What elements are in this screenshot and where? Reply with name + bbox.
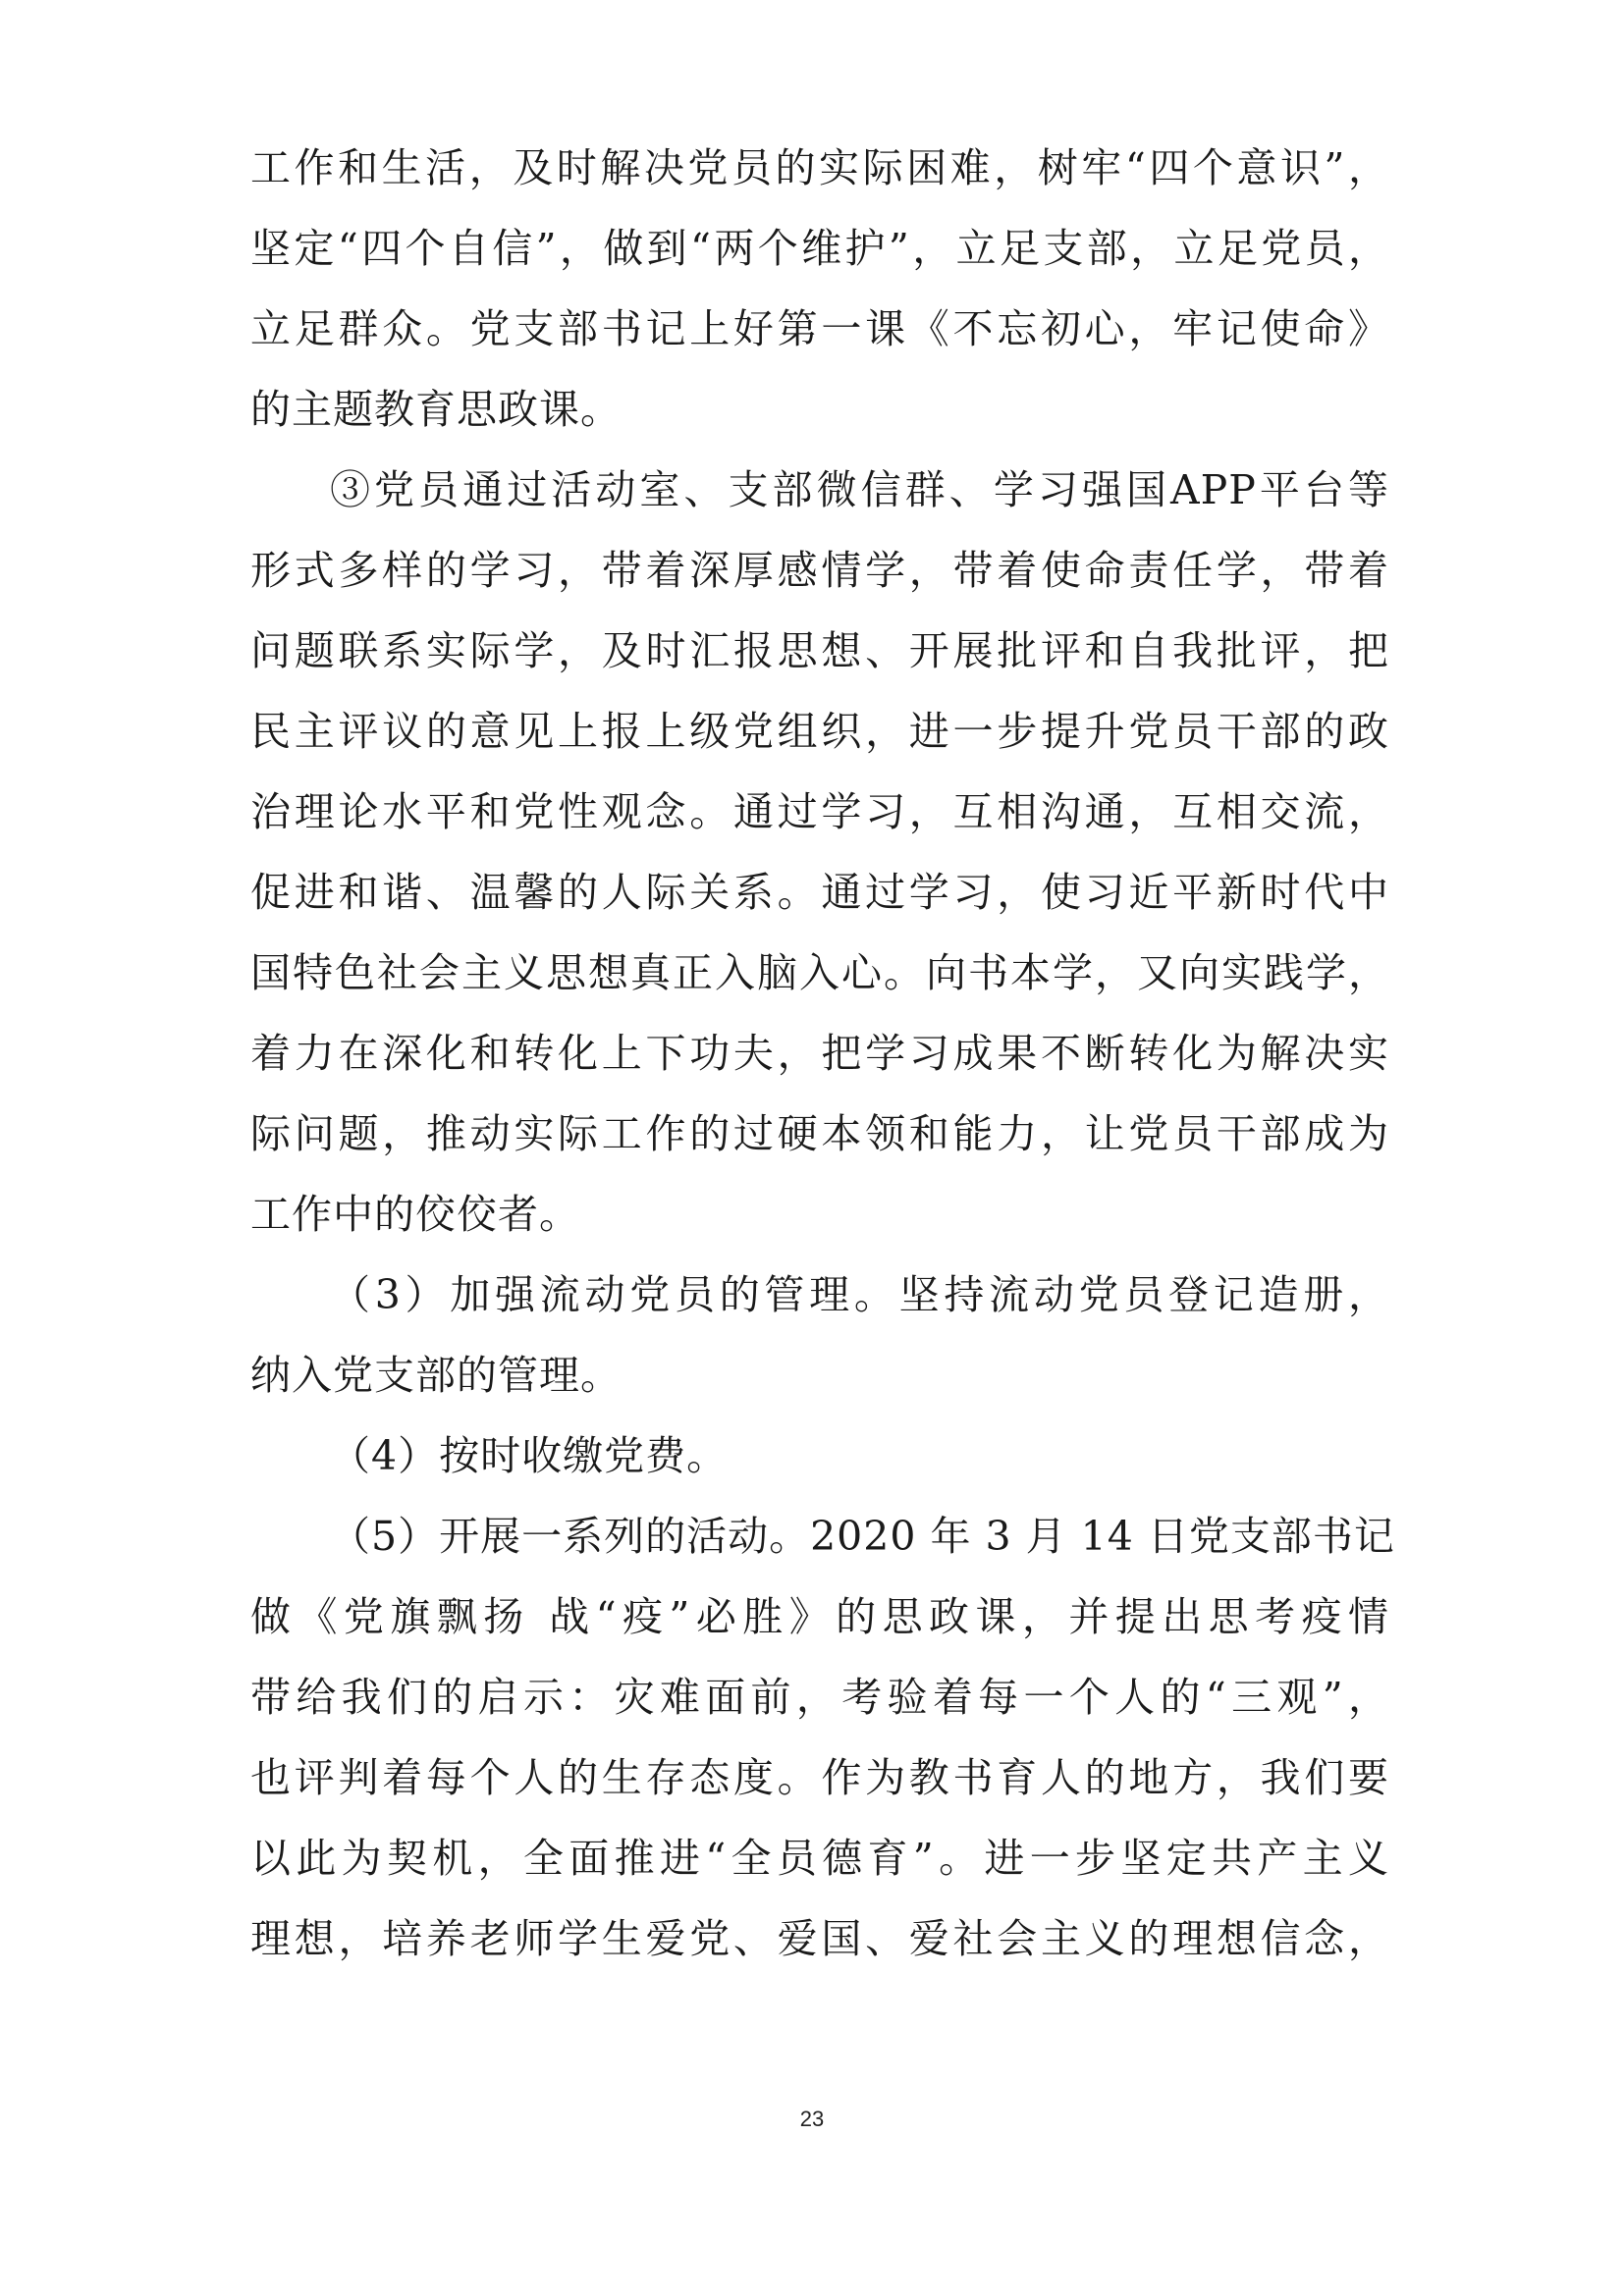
text-line: 理想，培养老师学生爱党、爱国、爱社会主义的理想信念，	[250, 1915, 1389, 1962]
text-line: 做《党旗飘扬 战“疫”必胜》的思政课，并提出思考疫情	[250, 1593, 1389, 1640]
text-line: 工作和生活，及时解决党员的实际困难，树牢“四个意识”，	[250, 144, 1389, 191]
paragraph-start-line: （5）开展一系列的活动。2020 年 3 月 14 日党支部书记	[330, 1513, 1395, 1560]
text-line: 的主题教育思政课。	[250, 386, 622, 433]
text-line: 促进和谐、温馨的人际关系。通过学习，使习近平新时代中	[250, 869, 1389, 916]
text-line: 问题联系实际学，及时汇报思想、开展批评和自我批评，把	[250, 627, 1389, 674]
text-line: 国特色社会主义思想真正入脑入心。向书本学，又向实践学，	[250, 949, 1389, 996]
paragraph-start-line: （4）按时收缴党费。	[330, 1432, 729, 1479]
text-line: 民主评议的意见上报上级党组织，进一步提升党员干部的政	[250, 708, 1389, 755]
text-line: 坚定“四个自信”，做到“两个维护”，立足支部，立足党员，	[250, 225, 1389, 272]
text-line: 带给我们的启示：灾难面前，考验着每一个人的“三观”，	[250, 1674, 1389, 1721]
text-line: 治理论水平和党性观念。通过学习，互相沟通，互相交流，	[250, 788, 1389, 835]
text-line: 也评判着每个人的生存态度。作为教书育人的地方，我们要	[250, 1754, 1389, 1801]
text-line: 纳入党支部的管理。	[250, 1352, 622, 1399]
text-line: 立足群众。党支部书记上好第一课《不忘初心，牢记使命》	[250, 305, 1389, 352]
text-line: 着力在深化和转化上下功夫，把学习成果不断转化为解决实	[250, 1030, 1389, 1077]
text-line: 以此为契机，全面推进“全员德育”。进一步坚定共产主义	[250, 1835, 1389, 1882]
text-line: 形式多样的学习，带着深厚感情学，带着使命责任学，带着	[250, 547, 1389, 594]
text-line: 际问题，推动实际工作的过硬本领和能力，让党员干部成为	[250, 1110, 1389, 1157]
text-line: 工作中的佼佼者。	[250, 1191, 580, 1238]
paragraph-start-line: ③党员通过活动室、支部微信群、学习强国APP平台等	[330, 466, 1389, 513]
paragraph-start-line: （3）加强流动党员的管理。坚持流动党员登记造册，	[330, 1271, 1389, 1318]
page-number: 23	[799, 2107, 825, 2131]
